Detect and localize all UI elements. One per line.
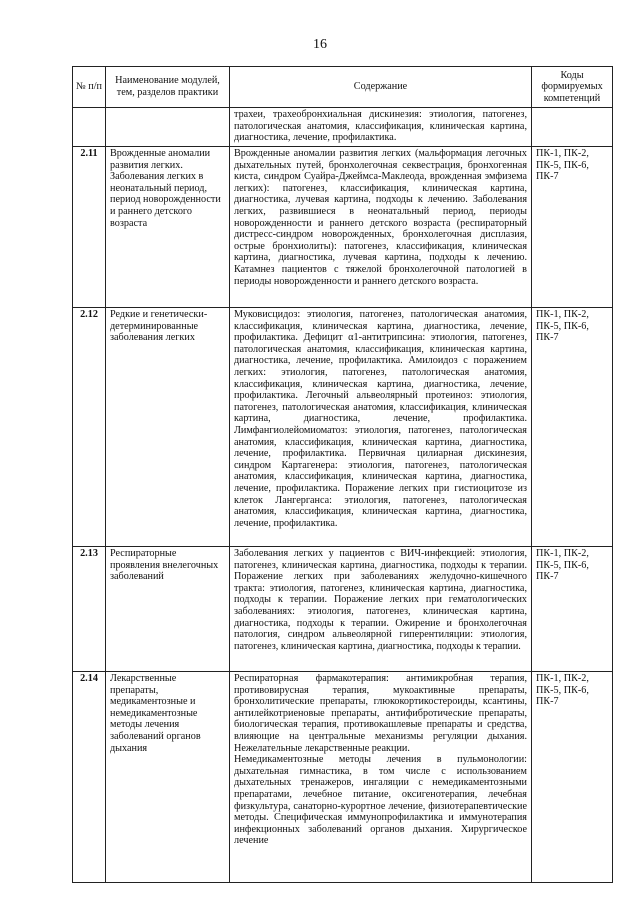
cell-codes: ПК-1, ПК-2, ПК-5, ПК-6, ПК-7 [532, 547, 613, 672]
curriculum-table [72, 66, 613, 883]
cell-name [106, 108, 230, 147]
cell-name: Врожденные аномалии развития легких. Заболевания легких в неонатальный период, период новорожденности и раннего детского возраста [106, 147, 230, 308]
cell-content: Заболевания легких у пациентов с ВИЧ-инфекцией: этиология, патогенез, клиническая картина, диагностика, подходы к терапии. Поражение легких при заболеваниях желудочно-кишечного тракта: этиология, патогенез, клиническая картина, диагностика, подходы к терапии. Поражение легких при гематологических заболеваниях: этиология, патогенез, клиническая картина, диагностика, подходы к терапии. Ожирение и бронхолегочная патология, синдром альвеолярной гиперентиляции: этиология, патогенез, клиническая картина, диагностика, подходы к терапии. [230, 547, 532, 672]
cell-codes: ПК-1, ПК-2, ПК-5, ПК-6, ПК-7 [532, 308, 613, 547]
table-row-continuation [73, 108, 613, 147]
cell-name: Редкие и генетически-детерминированные заболевания легких [106, 308, 230, 547]
cell-name: Респираторные проявления внелегочных заболеваний [106, 547, 230, 672]
table-row [73, 672, 613, 883]
cell-codes [532, 108, 613, 147]
header-content: Содержание [230, 67, 532, 108]
cell-name: Лекарственные препараты, медикаментозные и немедикаментозные методы лечения заболеваний органов дыхания [106, 672, 230, 883]
cell-content: Врожденные аномалии развития легких (мальформация легочных дыхательных путей, бронхолегочная секвестрация, бронхогенная киста, синдром Суайра-Джеймса-Маклеода, врожденная эмфизема легких): патогенез, классификация, клиническая картина, диагностика, лучевая картина, подходы к лечению. Заболевания легких, развившиеся в неонатальный период, периоды новорожденности и раннего детского возраста (респираторный дистресс-синдром новорожденных, бронхолегочная дисплазия, острые бронхиолиты): патогенез, классификация, клиническая картина, диагностика, лучевая картина, подходы к лечению. Катамнез пациентов с тяжелой бронхолегочной патологией в периоды новорожденности и раннего детского возраста. [230, 147, 532, 308]
content-paragraph: Респираторная фармакотерапия: антимикробная терапия, противовирусная терапия, мукоактивные препараты, бронхолитические препараты, глюкокортикостероиды, ксантины, антилейкотриеновые препараты, антифибротические препараты, биологическая терапия, противокашлевые препараты и средства, влияющие на центральные механизмы регуляции дыхания. Нежелательные лекарственные реакции. [234, 673, 527, 754]
header-name: Наименование модулей, тем, разделов практики [106, 67, 230, 108]
cell-content: трахеи, трахеобронхиальная дискинезия: этиология, патогенез, патологическая анатомия, классификация, клиническая картина, диагностика, лечение, профилактика. [230, 108, 532, 147]
cell-content [230, 672, 532, 883]
table-row [73, 147, 613, 308]
cell-num: 2.13 [73, 547, 106, 672]
content-paragraph: Немедикаментозные методы лечения в пульмонологии: дыхательная гимнастика, в том числе с использованием дыхательных тренажеров, ингаляции с немедикаментозными препаратами, лечебное питание, оксигенотерапия, лечебная физкультура, санаторно-курортное лечение, физиотерапевтические методы. Специфическая иммунопрофилактика и иммунотерапия инфекционных заболеваний органов дыхания. Хирургическое лечение [234, 754, 527, 847]
header-num: № п/п [73, 67, 106, 108]
cell-num [73, 108, 106, 147]
cell-content: Муковисцидоз: этиология, патогенез, патологическая анатомия, классификация, клиническая картина, диагностика, лечение, профилактика. Дефицит α1-антитрипсина: этиология, патогенез, патологическая анатомия, классификация, клиническая картина, диагностика, лечение, профилактика. Амилоидоз с поражением легких: этиология, патогенез, патологическая анатомия, классификация, клиническая картина, диагностика, лечение, профилактика. Легочный альвеолярный протеиноз: этиология, патогенез, патологическая анатомия, классификация, клиническая картина, диагностика, лечение, профилактика. Лимфангиолейомиоматоз: этиология, патогенез, патологическая анатомия, классификация, клиническая картина, диагностика, лечение, профилактика. Первичная цилиарная дискинезия, синдром Картагенера: этиология, патогенез, патологическая анатомия, классификация, клиническая картина, диагностика, лечение, профилактика. Поражение легких при гистиоцитозе из клеток Лангерганса: этиология, патогенез, патологическая анатомия, классификация, клиническая картина, диагностика, лечение, профилактика. [230, 308, 532, 547]
cell-num: 2.12 [73, 308, 106, 547]
cell-num: 2.11 [73, 147, 106, 308]
page-number: 16 [313, 37, 327, 52]
header-codes: Коды формируемых компетенций [532, 67, 613, 108]
table-row [73, 547, 613, 672]
cell-codes: ПК-1, ПК-2, ПК-5, ПК-6, ПК-7 [532, 672, 613, 883]
cell-codes: ПК-1, ПК-2, ПК-5, ПК-6, ПК-7 [532, 147, 613, 308]
table-header-row [73, 67, 613, 108]
cell-num: 2.14 [73, 672, 106, 883]
table-row [73, 308, 613, 547]
